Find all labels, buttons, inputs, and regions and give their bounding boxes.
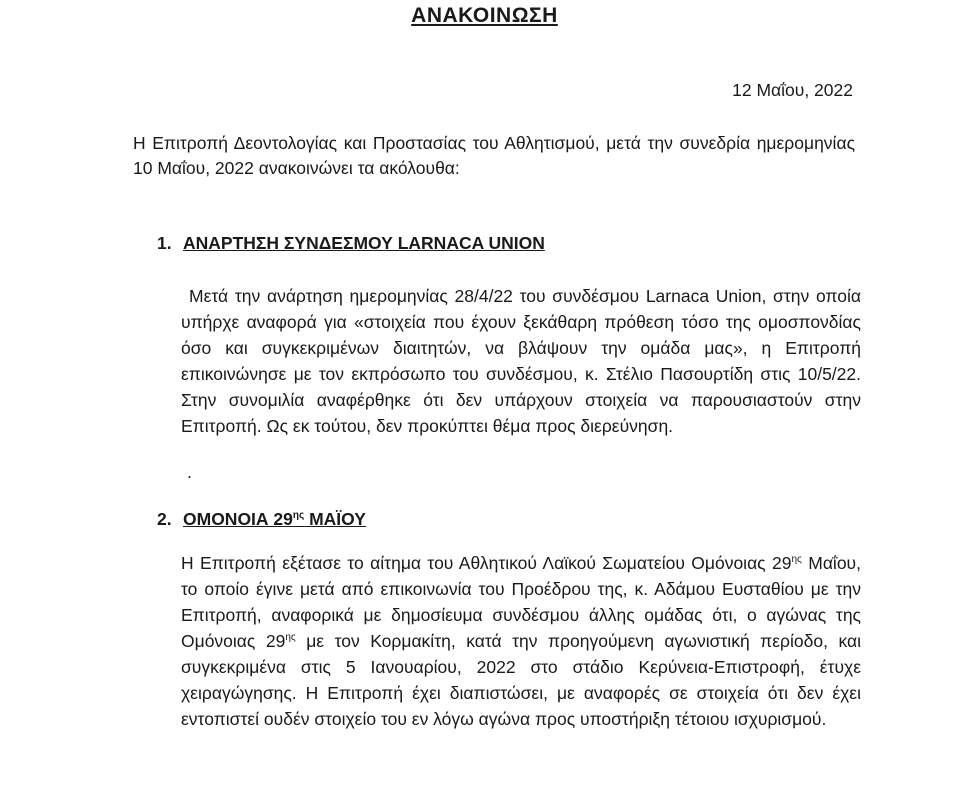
document-title: ΑΝΑΚΟΙΝΩΣΗ — [411, 4, 558, 27]
section-2-body — [181, 550, 861, 732]
section-2-body-part-1: Η Επιτροπή εξέτασε το αίτημα του Αθλητικού Λαϊκού Σωματείου Ομόνοιας 29 — [181, 553, 792, 573]
section-2-title-tail: ΜΑΪΟΥ — [304, 509, 366, 529]
section-1-body: Μετά την ανάρτηση ημερομηνίας 28/4/22 του συνδέσμου Larnaca Union, στην οποία υπήρχε αναφορά για «στοιχεία που έχουν ξεκάθαρη πρόθεση τόσο της ομοσπονδίας όσο και συγκεκριμένων διαιτητών, να βλάψουν την ομάδα μας», η Επιτροπή επικοινώνησε με τον εκπρόσωπο του συνδέσμου, κ. Στέλιο Πασουρτίδη στις 10/5/22. Στην συνομιλία αναφέρθηκε ότι δεν υπάρχουν στοιχεία να παρουσιαστούν στην Επιτροπή. Ως εκ τούτου, δεν προκύπτει θέμα προς διερεύνηση. — [181, 286, 861, 436]
section-1-trailing-mark: . — [187, 462, 192, 482]
section-2-body-part-3: με τον Κορμακίτη, κατά την προηγούμενη αγωνιστική περίοδο, και συγκεκριμένα στις 5 Ιανουαρίου, 2022 στο στάδιο Κερύνεια-Επιστροφή, έτυχε χειραγώγησης. Η Επιτροπή έχει διαπιστώσει, με αναφορές σε στοιχεία ότι δεν έχει εντοπιστεί ουδέν στοιχείο του εν λόγω αγώνα προς υποστήριξη τέτοιου ισχυρισμού. — [181, 631, 861, 729]
section-2-title — [183, 509, 366, 529]
section-2-title-sup: ης — [292, 510, 305, 522]
section-2-body-sup-1: ης — [791, 554, 802, 566]
section-2-number: 2. — [157, 509, 172, 529]
section-1-number: 1. — [157, 233, 172, 253]
section-1-heading — [157, 233, 545, 254]
section-2-heading — [157, 509, 366, 530]
intro-paragraph: Η Επιτροπή Δεοντολογίας και Προστασίας του Αθλητισμού, μετά την συνεδρία ημερομηνίας 10 Μαΐου, 2022 ανακοινώνει τα ακόλουθα: — [133, 133, 855, 178]
section-1-title: ΑΝΑΡΤΗΣΗ ΣΥΝΔΕΣΜΟΥ LARNACA UNION — [183, 233, 545, 253]
document-date: 12 Μαΐου, 2022 — [732, 80, 853, 100]
section-2-body-sup-2: ης — [285, 632, 296, 644]
section-2-body-part-2: Μαΐου, το οποίο έγινε μετά από επικοινωνία του Προέδρου της, κ. Αδάμου Ευσταθίου με την Επιτροπή, αναφορικά με δημοσίευμα συνδέσμου άλλης ομάδας ότι, ο αγώνας της Ομόνοιας 29 — [181, 553, 861, 651]
section-2-title-main: ΟΜΟΝΟΙΑ 29 — [183, 509, 293, 529]
